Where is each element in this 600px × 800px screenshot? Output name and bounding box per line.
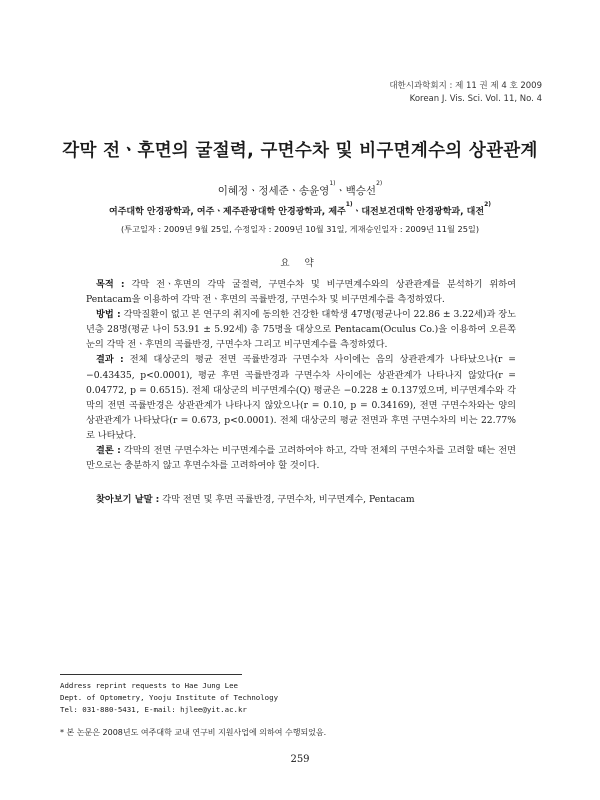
result-label: 결과 : [96, 354, 124, 366]
affiliations [0, 201, 600, 217]
result-text: 전체 대상군의 평균 전면 곡률반경과 구면수차 사이에는 음의 상관관계가 나타났으나(r = −0.43435, p<0.0001), 평균 후면 곡률반경과 구면수차 사이에는 상관관계가 나타나지 않았다(r = 0.04772, p = 0.6515). 전체 대상군의 비구면계수(Q) 평균은 −0.228 ± 0.137였으며, 비구면계수와 각막의 전면 곡률반경은 상관관계가 나타나지 않았으나(r = 0.10, p = 0.34169), 전면 구면수차와는 양의 상관관계가 나타났다(r = 0.673, p<0.0001). 전체 대상군의 평균 전면과 후면 구면수차의 비는 22.77%로 나타났다. [86, 354, 516, 441]
author-superscript-1: 1) [329, 180, 336, 187]
author-names: 이혜정ㆍ정세준ㆍ송윤영 [217, 185, 330, 197]
conclusion-label: 결론 : [96, 445, 121, 457]
funding-note: * 본 논문은 2008년도 여주대학 교내 연구비 지원사업에 의하여 수행되었음. [60, 728, 327, 737]
author-superscript-2: 2) [376, 180, 383, 187]
affiliation-superscript-2: 2) [484, 201, 491, 208]
affiliation-superscript-1: 1) [345, 201, 353, 208]
correspondence-footnote [60, 680, 278, 716]
journal-citation-korean: 대한시과학회지 : 제 11 권 제 4 호 2009 [389, 81, 542, 91]
method-text: 각막질환이 없고 본 연구의 취지에 동의한 건강한 대학생 47명(평균나이 22.86 ± 3.22세)과 장노년층 28명(평균 나이 53.91 ± 5.92세) 총 75명을 대상으로 Pentacam(Oculus Co.)을 이용하여 오른쪽 눈의 각막 전ㆍ후면의 곡률반경, 구면수차 그리고 비구면계수를 측정하였다. [86, 309, 516, 351]
abstract-conclusion [86, 443, 516, 473]
keywords [86, 491, 516, 505]
page-number: 259 [290, 754, 310, 765]
paper-title: 각막 전ㆍ후면의 굴절력, 구면수차 및 비구면계수의 상관관계 [62, 141, 538, 161]
submission-dates: (투고일자 : 2009년 9월 25일, 수정일자 : 2009년 10월 31일, 게재승인일자 : 2009년 11월 25일) [120, 224, 480, 234]
footnote-divider [60, 674, 242, 675]
footnote-line-1: Address reprint requests to Hae Jung Lee [60, 681, 238, 690]
keywords-text: 각막 전면 및 후면 곡률반경, 구면수차, 비구면계수, Pentacam [159, 494, 415, 505]
affiliation-text-1: 여주대학 안경광학과, 여주ㆍ제주관광대학 안경광학과, 제주 [109, 207, 346, 217]
abstract-method [86, 307, 516, 352]
author-list [0, 180, 600, 198]
footnote-line-2: Dept. of Optometry, Yooju Institute of Technology [60, 693, 279, 702]
conclusion-text: 각막의 전면 구면수차는 비구면계수를 고려하여야 하고, 각막 전체의 구면수차를 고려할 때는 전면만으로는 충분하지 않고 후면수차를 고려하여야 할 것이다. [86, 445, 516, 472]
abstract-result [86, 352, 516, 443]
abstract-heading: 요 약 [280, 258, 320, 269]
affiliation-text-2: ㆍ대전보건대학 안경광학과, 대전 [352, 207, 485, 217]
abstract-body [86, 277, 516, 473]
journal-citation-english: Korean J. Vis. Sci. Vol. 11, No. 4 [409, 94, 542, 104]
keywords-label: 찾아보기 낱말 : [96, 494, 160, 505]
purpose-text: 각막 전ㆍ후면의 각막 굴절력, 구면수차 및 비구면계수와의 상관관계를 분석하기 위하여 Pentacam을 이용하여 각막 전ㆍ후면의 곡률반경, 구면수차 및 비구면계수를 측정하였다. [86, 279, 516, 306]
abstract-purpose [86, 277, 516, 307]
footnote-line-3: Tel: 031-880-5431, E-mail: hjlee@yit.ac.kr [60, 705, 247, 714]
journal-header [389, 80, 542, 106]
method-label: 방법 : [96, 309, 121, 321]
author-last: ㆍ백승선 [335, 185, 377, 197]
purpose-label: 목적 : [96, 279, 125, 290]
